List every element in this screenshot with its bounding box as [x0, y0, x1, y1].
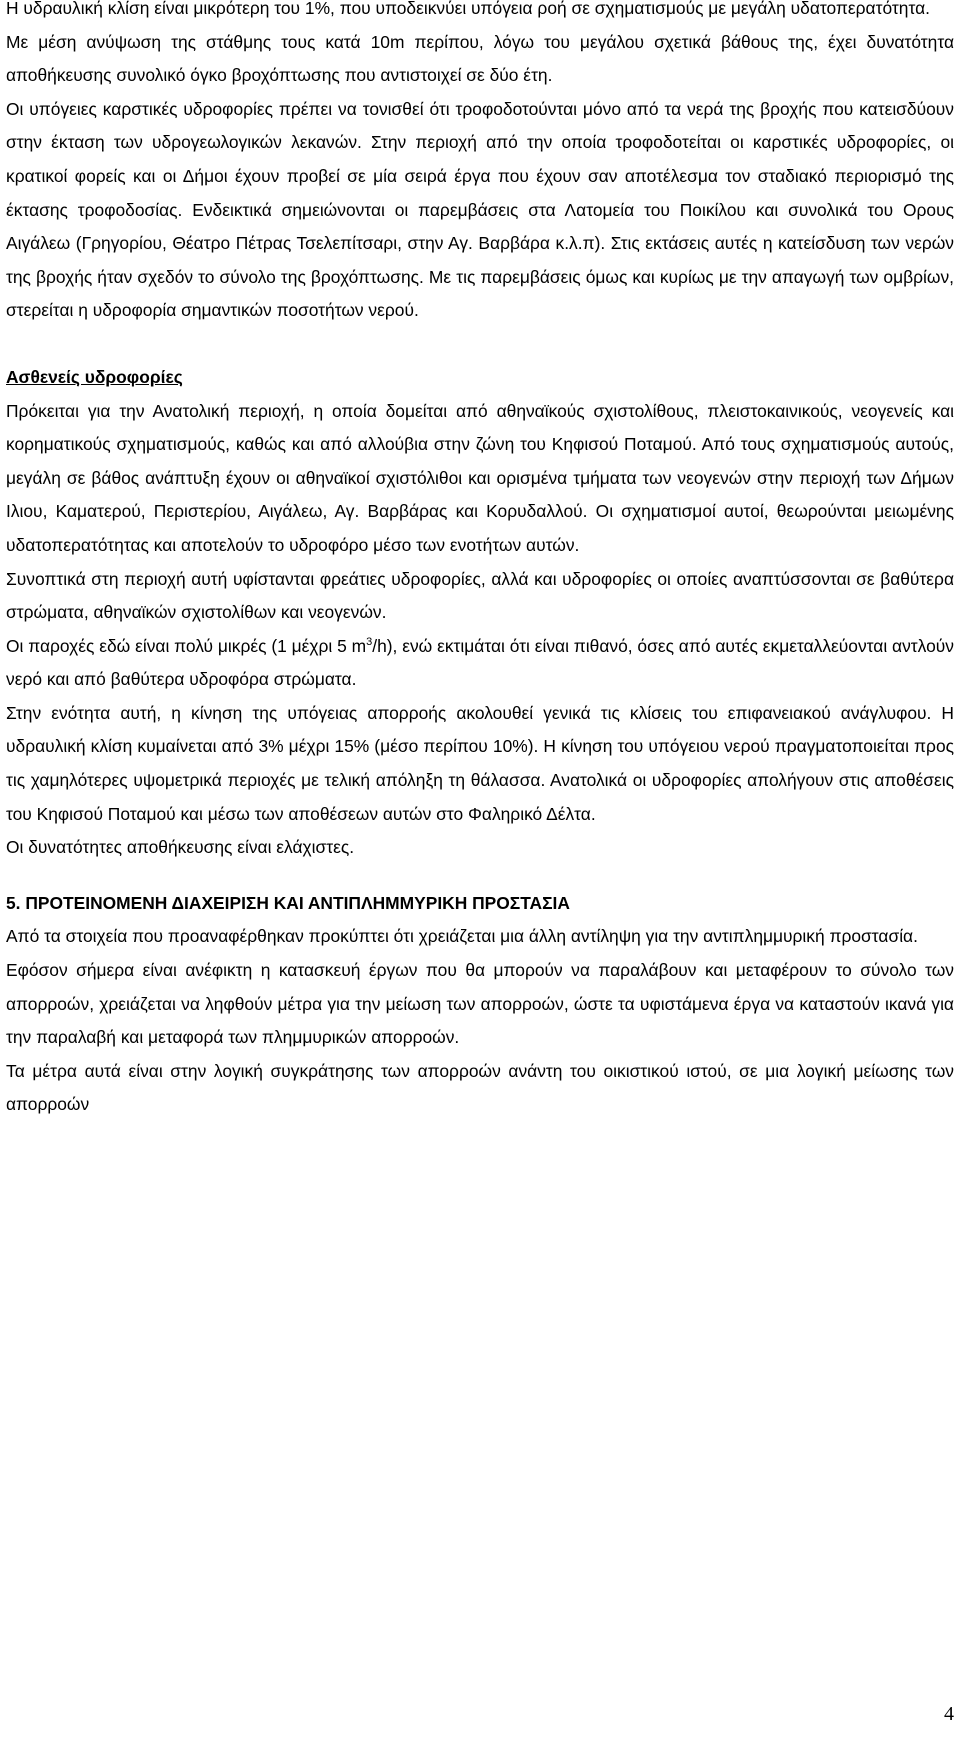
flow-superscript: 3: [366, 635, 373, 648]
paragraph: Εφόσον σήμερα είναι ανέφικτη η κατασκευή έργων που θα μπορούν να παραλάβουν και μεταφέρουν το σύνολο των απορροών, χρειάζεται να ληφθούν μέτρα για την μείωση των απορροών, ώστε τα υφιστάμενα έργα να καταστούν ικανά για την παραλαβή και μεταφορά των πλημμυρικών απορροών.: [6, 960, 954, 1048]
paragraph: Οι δυνατότητες αποθήκευσης είναι ελάχιστες.: [6, 837, 355, 858]
paragraph: Πρόκειται για την Ανατολική περιοχή, η οποία δομείται από αθηναϊκούς σχιστολίθους, πλειστοκαινικούς, νεογενείς και κορηματικούς σχηματισμούς, καθώς και από αλλούβια στην ζώνη του Κηφισού Ποταμού. Από τους σχηματισμούς αυτούς, μεγάλη σε βάθος ανάπτυξη έχουν οι αθηναϊκοί σχιστόλιθοι και ορισμένα τμήματα των νεογενών στην περιοχή των Δήμων Ιλιου, Καματερού, Περιστερίου, Αιγάλεω, Αγ. Βαρβάρας και Κορυδαλλού. Οι σχηματισμοί αυτοί, θεωρούνται μειωμένης υδατοπερατότητας και αποτελούν το υδροφόρο μέσο των ενοτήτων αυτών.: [6, 400, 954, 555]
flow-text-suffix: /h), ενώ εκτιμάται ότι είναι πιθανό, όσες από αυτές εκμεταλλεύονται αντλούν νερό και από βαθύτερα υδροφόρα στρώματα.: [6, 635, 954, 690]
paragraph: Στην ενότητα αυτή, η κίνηση της υπόγειας απορροής ακολουθεί γενικά τις κλίσεις του επιφανειακού ανάγλυφου. Η υδραυλική κλίση κυμαίνεται από 3% μέχρι 15% (μέσο περίπου 10%). Η κίνηση του υπόγειου νερού πραγματοποιείται προς τις χαμηλότερες υψομετρικά περιοχές με τελική απόληξη τη θάλασσα. Ανατολικά οι υδροφορίες απολήγουν στις αποθέσεις του Κηφισού Ποταμού και μέσω των αποθέσεων αυτών στο Φαληρικό Δέλτα.: [6, 702, 954, 824]
paragraph: Με μέση ανύψωση της στάθμης τους κατά 10m περίπου, λόγω του μεγάλου σχετικά βάθους της, έχει δυνατότητα αποθήκευσης συνολικό όγκο βροχόπτωσης που αντιστοιχεί σε δύο έτη.: [6, 31, 954, 86]
paragraph: Από τα στοιχεία που προαναφέρθηκαν προκύπτει ότι χρειάζεται μια άλλη αντίληψη για την αντιπλημμυρική προστασία.: [6, 926, 918, 947]
page-number: 4: [944, 1703, 954, 1725]
spacer: [6, 328, 954, 361]
section-heading-5: 5. ΠΡΟΤΕΙΝΟΜΕΝΗ ΔΙΑΧΕΙΡΙΣΗ ΚΑΙ ΑΝΤΙΠΛΗΜΜΥΡΙΚΗ ΠΡΟΣΤΑΣΙΑ: [6, 892, 570, 913]
spacer: [6, 865, 954, 887]
paragraph: Τα μέτρα αυτά είναι στην λογική συγκράτησης των απορροών ανάντη του οικιστικού ιστού, σε μια λογική μείωσης των απορροών: [6, 1060, 954, 1115]
paragraph: Οι υπόγειες καρστικές υδροφορίες πρέπει να τονισθεί ότι τροφοδοτούνται μόνο από τα νερά της βροχής που κατεισδύουν στην έκταση των υδρογεωλογικών λεκανών. Στην περιοχή από την οποία τροφοδοτείται οι καρστικές υδροφορίες, οι κρατικοί φορείς και οι Δήμοι έχουν προβεί σε μία σειρά έργα που έχουν σαν αποτέλεσμα τον σταδιακό περιορισμό της έκτασης τροφοδοσίας. Ενδεικτικά σημειώνονται οι παρεμβάσεις στα Λατομεία του Ποικίλου και συνολικά του Ορους Αιγάλεω (Γρηγορίου, Θέατρο Πέτρας Τσελεπίτσαρι, στην Αγ. Βαρβάρα κ.λ.π). Στις εκτάσεις αυτές η κατείσδυση των νερών της βροχής ήταν σχεδόν το σύνολο της βροχόπτωσης. Με τις παρεμβάσεις όμως και κυρίως με την απαγωγή των ομβρίων, στερείται η υδροφορία σημαντικών ποσοτήτων νερού.: [6, 98, 954, 321]
paragraph: Συνοπτικά στη περιοχή αυτή υφίστανται φρεάτιες υδροφορίες, αλλά και υδροφορίες οι οποίες αναπτύσσονται σε βαθύτερα στρώματα, αθηναϊκών σχιστολίθων και νεογενών.: [6, 568, 954, 623]
paragraph-flow-rates: [6, 630, 954, 697]
paragraph: Η υδραυλική κλίση είναι μικρότερη του 1%, που υποδεικνύει υπόγεια ροή σε σχηματισμούς με μεγάλη υδατοπερατότητα.: [6, 0, 930, 18]
section-heading-weak-aquifers: Ασθενείς υδροφορίες: [6, 366, 183, 387]
flow-text-prefix: Οι παροχές εδώ είναι πολύ μικρές (1 μέχρι 5 m: [6, 635, 367, 656]
